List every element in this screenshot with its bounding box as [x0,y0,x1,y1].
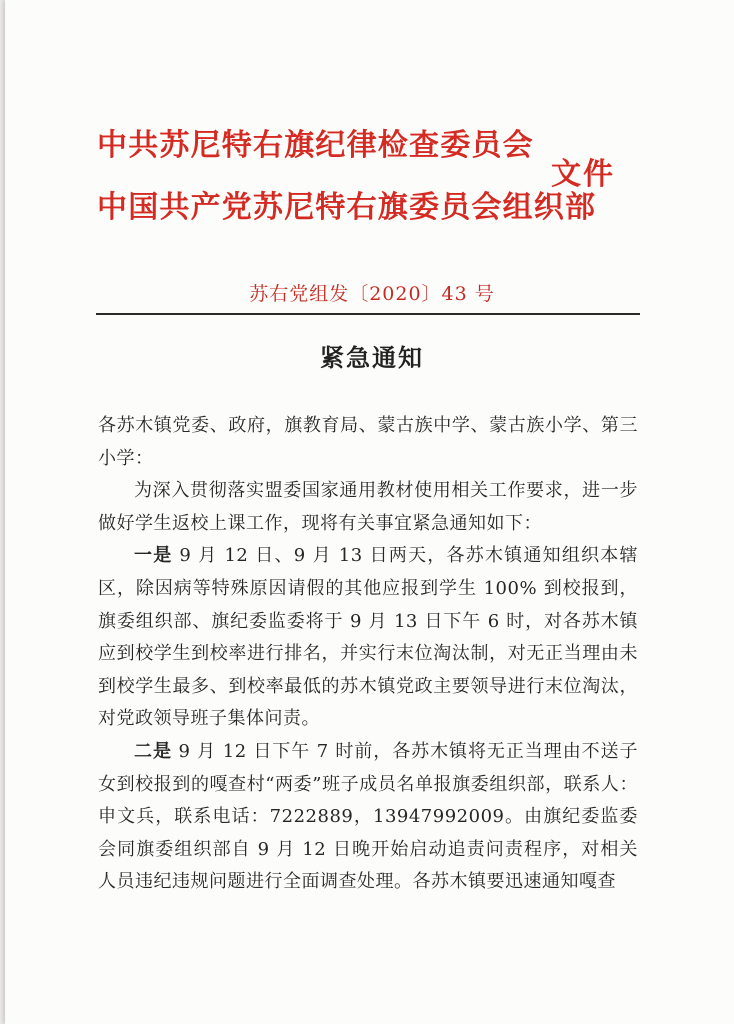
item-1-lead: 一是 [134,545,173,567]
item-2-lead: 二是 [134,740,172,762]
item-2-paragraph [98,736,638,899]
issuing-org-discipline-commission: 中共苏尼特右旗纪律检查委员会 [97,128,534,163]
document-body [98,410,638,899]
document-page [5,0,734,1024]
item-2-text: 9 月 12 日下午 7 时前，各苏木镇将无正当理由不送子女到校报到的嘎查村“两委”班子成员名单报旗委组织部，联系人：申文兵，联系电话：7222889，13947992009。由旗纪委监委会同旗委组织部自 9 月 12 日晚开始启动追责问责程序，对相关人员违纪违规问题进行全面调查处理。各苏木镇要迅速通知嘎查 [98,740,639,893]
issuing-org-organization-department: 中国共产党苏尼特右旗委员会组织部 [97,190,597,225]
document-number: 苏右党组发〔2020〕43 号 [249,283,495,305]
document-type-label: 文件 [551,157,615,192]
item-1-text: 9 月 12 日、9 月 13 日两天，各苏木镇通知组织本辖区，除因病等特殊原因请假的其他应报到学生 100% 到校报到，旗委组织部、旗纪委监委将于 9 月 13 日下午 6 时，对各苏木镇应到校学生到校率进行排名，并实行末位淘汰制，对无正当理由未到校学生最多、到校率最低的苏木镇党政主要领导进行末位淘汰，对党政领导班子集体问责。 [98,545,639,730]
item-1-paragraph [98,540,638,736]
document-title: 紧急通知 [320,343,424,372]
header-divider [96,313,640,315]
addressee-paragraph: 各苏木镇党委、政府，旗教育局、蒙古族中学、蒙古族小学、第三小学： [98,415,638,469]
intro-paragraph: 为深入贯彻落实盟委国家通用教材使用相关工作要求，进一步做好学生返校上课工作，现将有关事宜紧急通知如下： [98,480,638,534]
